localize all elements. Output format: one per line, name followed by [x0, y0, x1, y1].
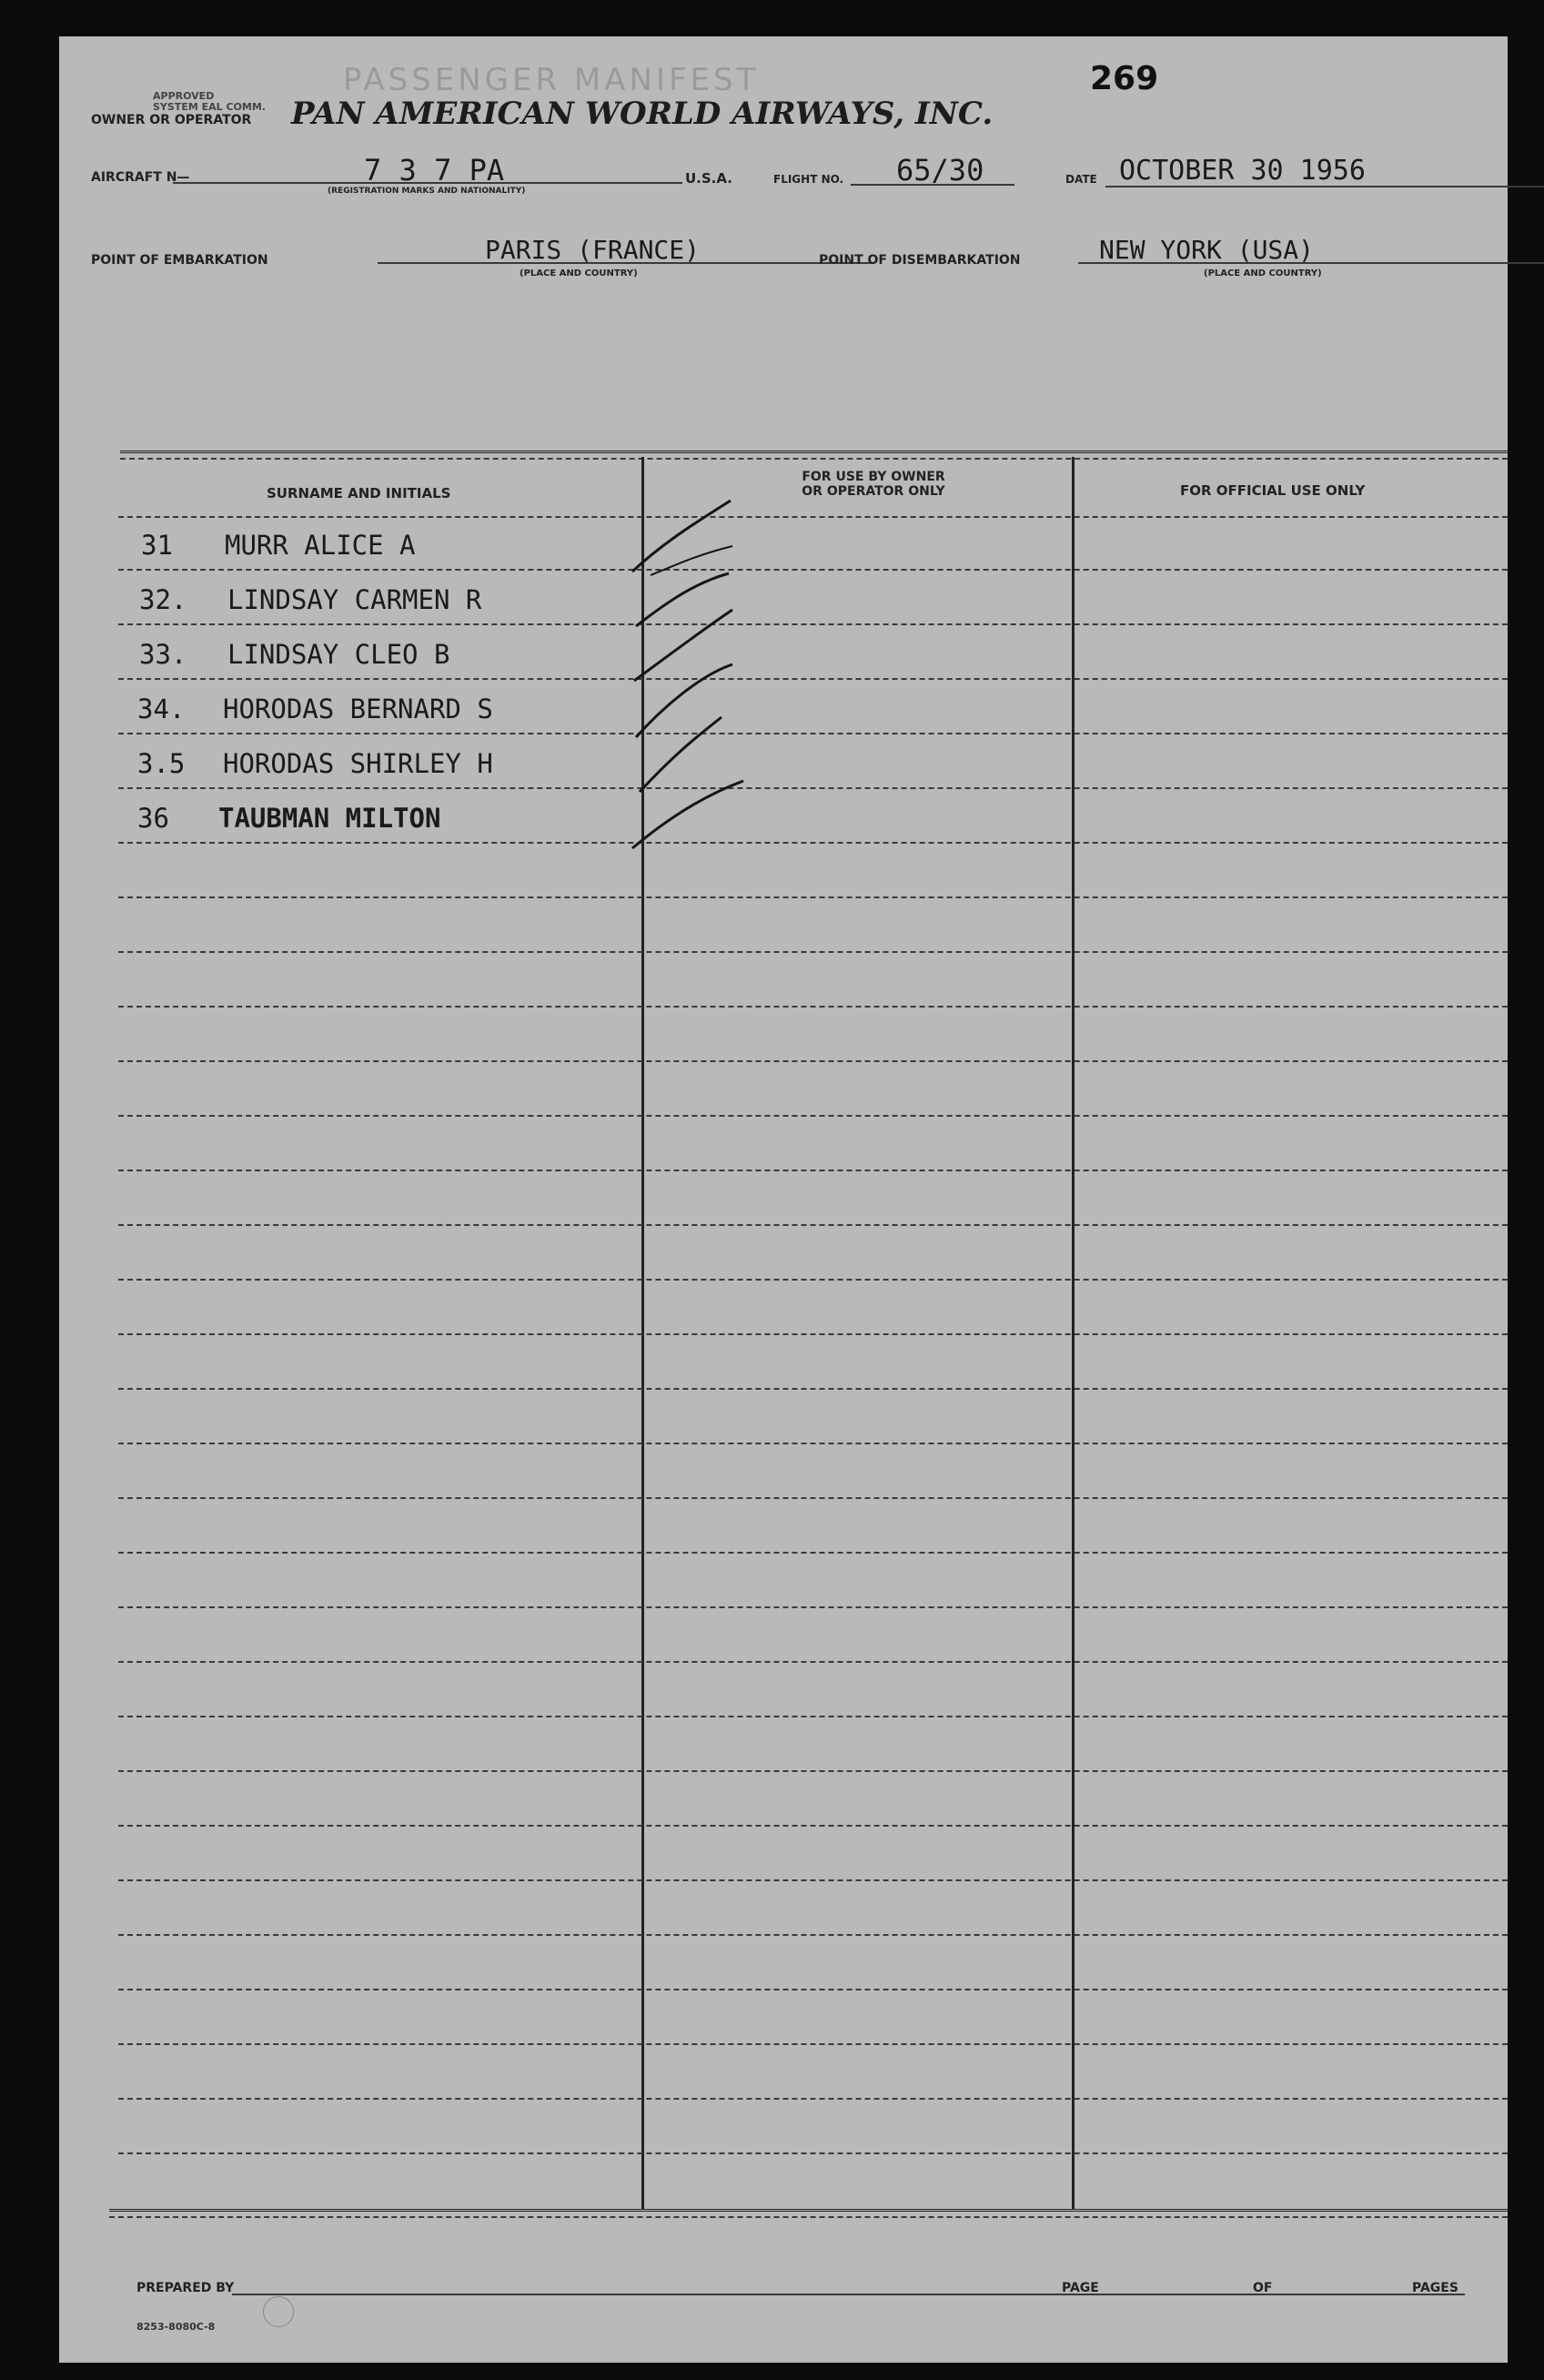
embarkation-value: PARIS (FRANCE)	[485, 235, 701, 265]
aircraft-sublabel: (REGISTRATION MARKS AND NATIONALITY)	[328, 187, 526, 196]
check-marks	[623, 491, 805, 856]
row-line	[118, 951, 1508, 953]
check-mark	[632, 501, 731, 572]
column-header-official: FOR OFFICIAL USE ONLY	[1180, 482, 1366, 499]
date-underline	[1105, 186, 1544, 187]
row-line	[118, 1224, 1508, 1226]
passenger-name: TAUBMAN MILTON	[218, 803, 441, 834]
row-line	[118, 1716, 1508, 1717]
check-mark	[636, 573, 729, 626]
embarkation-sublabel: (PLACE AND COUNTRY)	[520, 268, 638, 279]
row-line	[118, 1497, 1508, 1499]
check-mark	[651, 546, 732, 575]
check-mark	[632, 781, 743, 848]
check-mark	[636, 664, 732, 737]
aircraft-label: AIRCRAFT N—	[91, 170, 190, 185]
disembarkation-sublabel: (PLACE AND COUNTRY)	[1204, 268, 1322, 279]
row-line	[118, 1879, 1508, 1881]
row-line	[118, 896, 1508, 898]
column-header-surname: SURNAME AND INITIALS	[267, 485, 451, 501]
flight-underline	[851, 184, 1014, 186]
usa-label: U.S.A.	[685, 170, 732, 187]
passenger-name: HORODAS BERNARD S	[223, 694, 493, 724]
row-line	[118, 733, 1508, 734]
table-bottom-line-2	[109, 2216, 1508, 2218]
row-line	[118, 1333, 1508, 1335]
passenger-number: 34.	[137, 694, 186, 724]
row-line	[118, 1279, 1508, 1281]
printer-seal-icon	[263, 2296, 294, 2327]
row-line	[118, 623, 1508, 625]
of-label: OF	[1253, 2281, 1273, 2295]
aircraft-value: 7 3 7 PA	[364, 153, 505, 187]
passenger-number: 3.5	[137, 748, 186, 779]
page-label: PAGE	[1062, 2281, 1099, 2295]
row-line	[118, 516, 1508, 518]
approval-line-2: SYSTEM EAL COMM.	[153, 101, 266, 113]
disembarkation-underline	[1078, 262, 1544, 264]
check-mark	[640, 717, 722, 792]
row-line	[118, 1115, 1508, 1117]
row-line	[118, 2043, 1508, 2045]
row-line	[118, 1661, 1508, 1663]
disembarkation-value: NEW YORK (USA)	[1099, 235, 1315, 265]
passenger-name: LINDSAY CLEO B	[227, 639, 450, 670]
passenger-number: 31	[141, 530, 173, 561]
row-line	[118, 2152, 1508, 2154]
form-code: 8253-8080C-8	[136, 2321, 216, 2333]
passenger-number: 33.	[139, 639, 187, 670]
flight-value: 65/30	[896, 153, 984, 187]
manifest-sheet	[59, 36, 1508, 2363]
row-line	[118, 1388, 1508, 1390]
prepared-by-label: PREPARED BY	[136, 2281, 235, 2295]
passenger-name: LINDSAY CARMEN R	[227, 584, 482, 615]
disembarkation-label: POINT OF DISEMBARKATION	[819, 253, 1021, 268]
row-line	[118, 569, 1508, 571]
row-line	[118, 1060, 1508, 1062]
table-top-line	[120, 451, 1508, 453]
row-line	[118, 2098, 1508, 2100]
table-top-line-2	[120, 458, 1508, 460]
passenger-number: 32.	[139, 584, 187, 615]
owner-label: OWNER OR OPERATOR	[91, 113, 252, 127]
passenger-number: 36	[137, 803, 169, 834]
table-bottom-line	[109, 2209, 1508, 2212]
row-line	[118, 678, 1508, 680]
row-line	[118, 1825, 1508, 1827]
row-line	[118, 787, 1508, 789]
row-line	[118, 1552, 1508, 1554]
passenger-name: HORODAS SHIRLEY H	[223, 748, 493, 779]
row-line	[118, 1443, 1508, 1444]
row-line	[118, 842, 1508, 844]
page-number: 269	[1090, 60, 1159, 97]
row-line	[118, 1606, 1508, 1608]
aircraft-underline	[173, 182, 682, 184]
row-line	[118, 1989, 1508, 1990]
prepared-by-line	[232, 2294, 1124, 2295]
row-line	[118, 1934, 1508, 1936]
owner-name: PAN AMERICAN WORLD AIRWAYS, INC.	[291, 96, 994, 132]
form-title: PASSENGER MANIFEST	[343, 62, 760, 98]
date-label: DATE	[1065, 173, 1097, 186]
row-line	[118, 1170, 1508, 1171]
date-value: OCTOBER 30 1956	[1119, 155, 1366, 187]
pages-label: PAGES	[1412, 2281, 1458, 2295]
embarkation-label: POINT OF EMBARKATION	[91, 253, 268, 268]
embarkation-underline	[378, 262, 873, 264]
approval-line-1: APPROVED	[153, 90, 215, 102]
flight-label: FLIGHT NO.	[773, 173, 844, 186]
passenger-name: MURR ALICE A	[225, 530, 416, 561]
owner-use-line-2: OR OPERATOR ONLY	[802, 484, 945, 499]
approval-stamp	[153, 91, 266, 113]
row-line	[118, 1006, 1508, 1008]
owner-use-line-1: FOR USE BY OWNER	[802, 470, 945, 484]
row-line	[118, 1770, 1508, 1772]
